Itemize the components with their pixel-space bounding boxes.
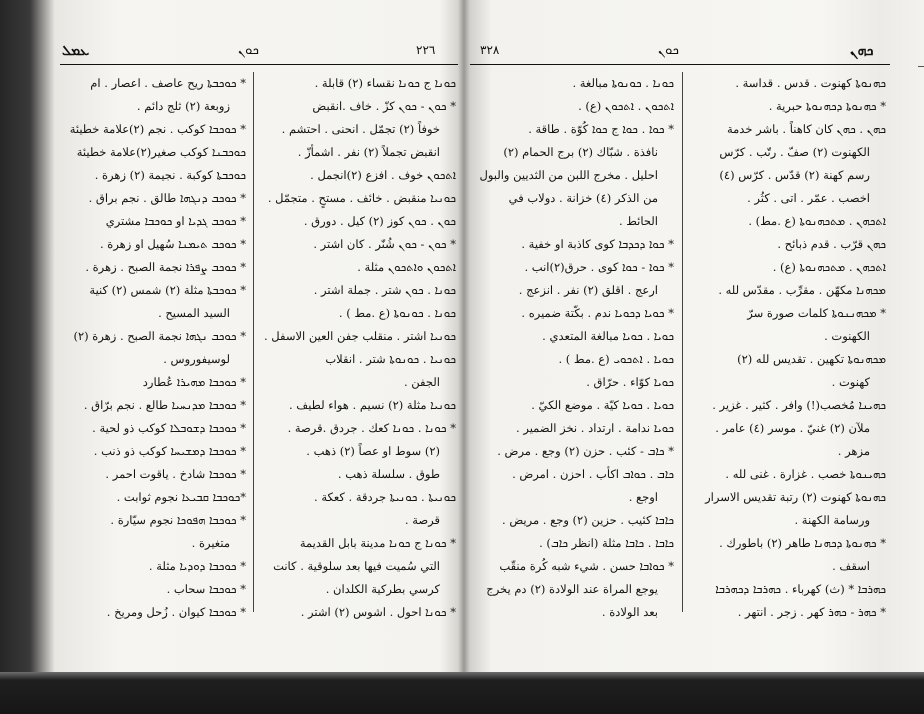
entry-line: اوجع . (628, 490, 658, 504)
entry-line: * ܟܘܟܒܐ ܕܫܘܒܠܐ كوكب ذو لحية . (92, 421, 246, 435)
entry-line: ܟܐܒ . ܟܘܐܒ اكأب . احزن . امرض . (512, 467, 674, 481)
entry-line: * ܟܘܢ - ܟܘܢ شُنّر . كان اشتر . (313, 237, 456, 251)
entry-line: * ܟܘܟܒ ܕܢܓܗܐ طالق . نجم براق . (88, 191, 246, 205)
entry-line: * ܟܘܢ - ܟܘܢ كزّ . خاف .انقبض (312, 99, 456, 113)
entry-line: ملآن (٢) غنيّ . موسر (٤) عامر . (715, 421, 870, 435)
entry-line: متغيرة . (191, 536, 230, 550)
entry-line: * ܟܘܟܒܐ ܡܗܝܪܐ عُطارد (142, 375, 246, 389)
entry-line: ܟܗܝܢܐ مُخصب(!) وافر . كثير . غزير . (712, 398, 886, 412)
entry-line: * ܟܘܟܒܐ كوكب . نجم (٢)علامة خطيئة (69, 122, 246, 136)
entry-line: خوفاً (٢) تجمّل . انحنى . احتشم . (281, 122, 440, 136)
entry-line: ܟܗܪܒܐ * (ث) كهرباء . ܟܗܪܒܐ ܕܟܗܪܒܐ (715, 582, 886, 596)
entry-line: * ܟܘܟܒ ܨܦܪܐ نجمة الصبح . زهرة . (85, 260, 246, 274)
entry-line: * ܟܘܢܐ . ܟܘܢܐ كعك . جردق .قرصة . (287, 421, 456, 435)
entry-line: ܟܐܒܐ . ܟܐܒܐ مثلة (انظر ܟܐܒ) . (539, 536, 674, 550)
entry-line: * ܟܐܒ - كئب . حزن (٢) وجع . مرض . (497, 444, 674, 458)
entry-line: * ܟܘܟܒ ܬܝܡܢܐ سُهيل او زهرة . (99, 237, 246, 251)
entry-line: * ܟܘܟܒܐ سحاب . (166, 582, 246, 596)
entry-line: ܟܘܢܝܐ مثلة (٢) نسيم . هواء لطيف . (288, 398, 456, 412)
entry-line: * ܟܘܟܒܐ كيوان . زُحل ومريخ . (106, 605, 246, 619)
entry-line: ܟܘܢܐ . ܟܘܢܘܬܐ (ع .مط ) . (338, 306, 456, 320)
entry-line: * ܟܘܟܒ ܓܕܝܐ او ܟܘܟܒܐ مشتري (105, 214, 246, 228)
entry-line: * ܟܘܐ . ܟܘܐ ج ܟܘܐ كُوّة . طاقة . (528, 122, 674, 136)
entry-line: من الذكر (٤) خزانة . دولاب في (508, 191, 658, 205)
entry-line: بعد الولادة . (601, 605, 658, 619)
entry-line: * ܟܘܟܒܬܐ ريح عاصف . اعصار . ام (90, 76, 246, 90)
entry-line: الكهنوت . (824, 329, 870, 343)
entry-line: ܟܘܝܐ . ܟܘܝܐ مبالغة المتعدي . (542, 329, 674, 343)
entry-line: ܟܘܝܐ . ܐܬܟܘܝ (ع .مط ) . (558, 352, 674, 366)
entry-line: ܟܘܟܒܬܐ كوكبة . نجيمة (٢) زهرة . (94, 168, 246, 182)
right-column-divider (682, 72, 683, 612)
entry-line: * ܟܘܟܒܐ ܕܘܕܝܐ مثلة . (148, 559, 246, 573)
entry-line: ܟܗܢܘܬܐ كهنوت (٢) رتبة تقديس الاسرار (705, 490, 886, 504)
entry-line: * ܟܘܢܐ ج ܟܘܢܐ مدينة بابل القديمة (299, 536, 456, 550)
entry-line: ܐܬܟܗܢ . ܡܬܟܗܢܘܬܐ (ع) . (772, 260, 886, 274)
entry-line: ܟܘܢܝܬܐ . ܟܘܢܝܬܐ جردقة . كعكة . (314, 490, 456, 504)
entry-line: ܟܘܢܝܐ . ܟܘܢܘܬܐ شتر . انقلاب (325, 352, 456, 366)
left-inner-column (260, 72, 456, 662)
right-outer-running-head: ܟܗܢ (850, 43, 874, 59)
right-inner-column (478, 72, 674, 662)
entry-line: ܡܟܗܢܐ مكهّن . مقرِّب . مقدّس لله . (718, 283, 886, 297)
entry-line: * ܟܘܢܐ احول . اشوس (٢) اشتر . (300, 605, 456, 619)
entry-line: ܟܘܝܐ كوّاء . حرّاق . (586, 375, 674, 389)
entry-line: ܟܘܢܝܐ منقبض . خائف . مستحٍ . متجمّل . (267, 191, 456, 205)
entry-line: اسقف . (832, 559, 870, 573)
entry-line: زوبعة (٢) ثلج دائم . (136, 99, 230, 113)
entry-line: ܟܘܝܐ ندامة . ارتداد . نخز الضمير . (516, 421, 674, 435)
left-outer-running-head: ܥܡܠ (62, 43, 90, 59)
left-outer-column (60, 72, 246, 662)
scanner-bottom-edge (0, 672, 924, 714)
entry-line: ܐܬܟܘܢ . ܐܬܟܘܢ (ع) . (578, 99, 674, 113)
right-page (470, 0, 890, 672)
entry-line: *ܟܘܟܒܐ ܩܒܝܥܐ نجوم ثوابت . (116, 490, 246, 504)
right-page-number: ٣٢٨ (480, 43, 500, 57)
entry-line: طوق . سلسلة ذهب . (337, 467, 440, 481)
entry-line: * ܟܗܢܘܬܐ ܕܟܗܢܐ طاهر (٢) باطورك . (719, 536, 886, 550)
entry-line: ܟܘܢܐ . ܟܘܢܘܬܐ مبالغة . (572, 76, 674, 90)
entry-line: * ܟܘܟܒܐ ܗܦܘܟܐ نجوم سيّارة . (110, 513, 246, 527)
right-page-header (470, 40, 890, 65)
entry-line: نافذة . شبّاك (٢) برج الحمام (٢) (503, 145, 658, 159)
entry-line: * ܟܘܟܒܐ ܡܕܢܚܝܐ طالع . نجم برّاق . (83, 398, 246, 412)
entry-line: التي سُميت فيها بعد سلوقية . كانت (273, 559, 440, 573)
entry-line: * ܟܗܢܘܬܐ ܕܟܗܢܘܬܐ حبرية . (768, 99, 886, 113)
entry-line: لوسيفوروس . (163, 352, 230, 366)
entry-line: ارعج . اقلق (٢) نفر . انزعج . (518, 283, 658, 297)
entry-line: كرسي بطركية الكلدان . (325, 582, 440, 596)
entry-line: * ܟܘܐ - ܟܘܐ كوى . حرق(٢)انب . (524, 260, 674, 274)
left-inner-running-head: ܟܘܢ (238, 43, 259, 58)
entry-line: ܟܘܢܐ . ܟܘܢ شتر . جملة اشتر . (313, 283, 456, 297)
entry-line: ܐܬܟܗܢ . ܡܬܟܗܢܘܬܐ (ع .مط) . (748, 214, 886, 228)
entry-line: (٢) سوط او عصاً (٢) ذهب . (306, 444, 440, 458)
entry-line: ܟܘܢܝܐ اشتر . منقلب جفن العين الاسفل . (264, 329, 456, 343)
entry-line: ܟܗܢ قرّب . قدم ذبائح . (777, 237, 886, 251)
entry-line: مزهر . (837, 444, 870, 458)
left-page-header (60, 40, 458, 65)
entry-line: رسم كهنة (٢) قدّس . كرّس (٤) (719, 168, 870, 182)
entry-line: يوجع المراة عند الولادة (٢) دم يخرج (486, 582, 658, 596)
entry-line: انقبض تجملاً (٢) نفر . اشمأزّ . (297, 145, 440, 159)
entry-line: * ܟܘܟܒ ܢܓܗܐ نجمة الصبح . زهرة (٢) (73, 329, 246, 343)
entry-line: ܟܘܝܐ . ܟܘܝܐ كيّة . موضع الكيّ . (531, 398, 674, 412)
entry-line: ܟܗܢܘܬܐ كهنوت . قدس . قداسة . (735, 76, 886, 90)
entry-line: الحائط . (618, 214, 658, 228)
entry-line: ܡܟܗܢܘܬܐ تكهين . تقديس لله (٢) (737, 352, 886, 366)
left-page (60, 0, 458, 672)
entry-line: ورسامة الكهنة . (794, 513, 870, 527)
right-inner-running-head: ܟܘܢ (658, 43, 679, 58)
page-edge-mark (918, 66, 924, 67)
entry-line: اخصب . عمّر . اتى . كثُر . (747, 191, 870, 205)
left-column-divider (253, 72, 254, 612)
entry-line: الكهنوت (٢) صفّ . رتّب . كرّس (719, 145, 870, 159)
entry-line: كهنوت . (831, 375, 870, 389)
entry-line: * ܟܗܪ - ܟܗܪ كهر . زجر . انتهر . (737, 605, 886, 619)
entry-line: * ܟܘܐ ܕܟܕܒܐ كوى كاذبة او خفية . (521, 237, 674, 251)
entry-line: * ܟܘܟܒܬܐ مثلة (٢) شمس (٢) كنية (89, 283, 246, 297)
entry-line: ܟܗܢ . ܟܗܢ كان كاهناً . باشر خدمة (726, 122, 886, 136)
entry-line: * ܟܘܟܒܐ شادخ . ياقوت احمر . (105, 467, 246, 481)
entry-line: ܐܬܟܘܢ خوف . افزع (٢)انجمل . (310, 168, 456, 182)
entry-line: * ܟܘܝܐ ܕܟܘܝܐ ندم . بكّتة ضميره . (521, 306, 674, 320)
entry-line: ܐܬܟܘܢ ܘܐܬܟܘܢ مثلة . (357, 260, 456, 274)
entry-line: * ܡܟܗܢܢܘܬܐ كلمات صورة سرّ (747, 306, 886, 320)
entry-line: ܟܘܢܐ ج ܟܘܢܐ نقساء (٢) قابلة . (314, 76, 456, 90)
entry-line: ܟܘܟܒܢܐ كوكب صغير(٢)علامة خطيئة (76, 145, 246, 159)
entry-line: السيد المسيح . (158, 306, 230, 320)
entry-line: احليل . مخرج اللبن من الثديين والبول (479, 168, 658, 182)
entry-line: * ܟܘܐܒܐ حسن . شيء شبه كُرة منقّب (499, 559, 674, 573)
entry-line: ܟܐܒܐ كئيب . حزين (٢) وجع . مريض . (502, 513, 674, 527)
entry-line: * ܟܘܟܒܐ ܕܡܫܝܚܐ كوكب ذو ذنب . (93, 444, 246, 458)
right-outer-column (690, 72, 886, 662)
entry-line: ܟܗܝܢܘܬܐ خصب . غزارة . غنى لله . (725, 467, 886, 481)
entry-line: الجفن . (403, 375, 440, 389)
entry-line: ܟܘܢ . ܟܘܢ كوز (٢) كيل . دورق . (303, 214, 456, 228)
entry-line: قرصة . (404, 513, 440, 527)
left-page-number: ٢٢٦ (416, 43, 436, 57)
